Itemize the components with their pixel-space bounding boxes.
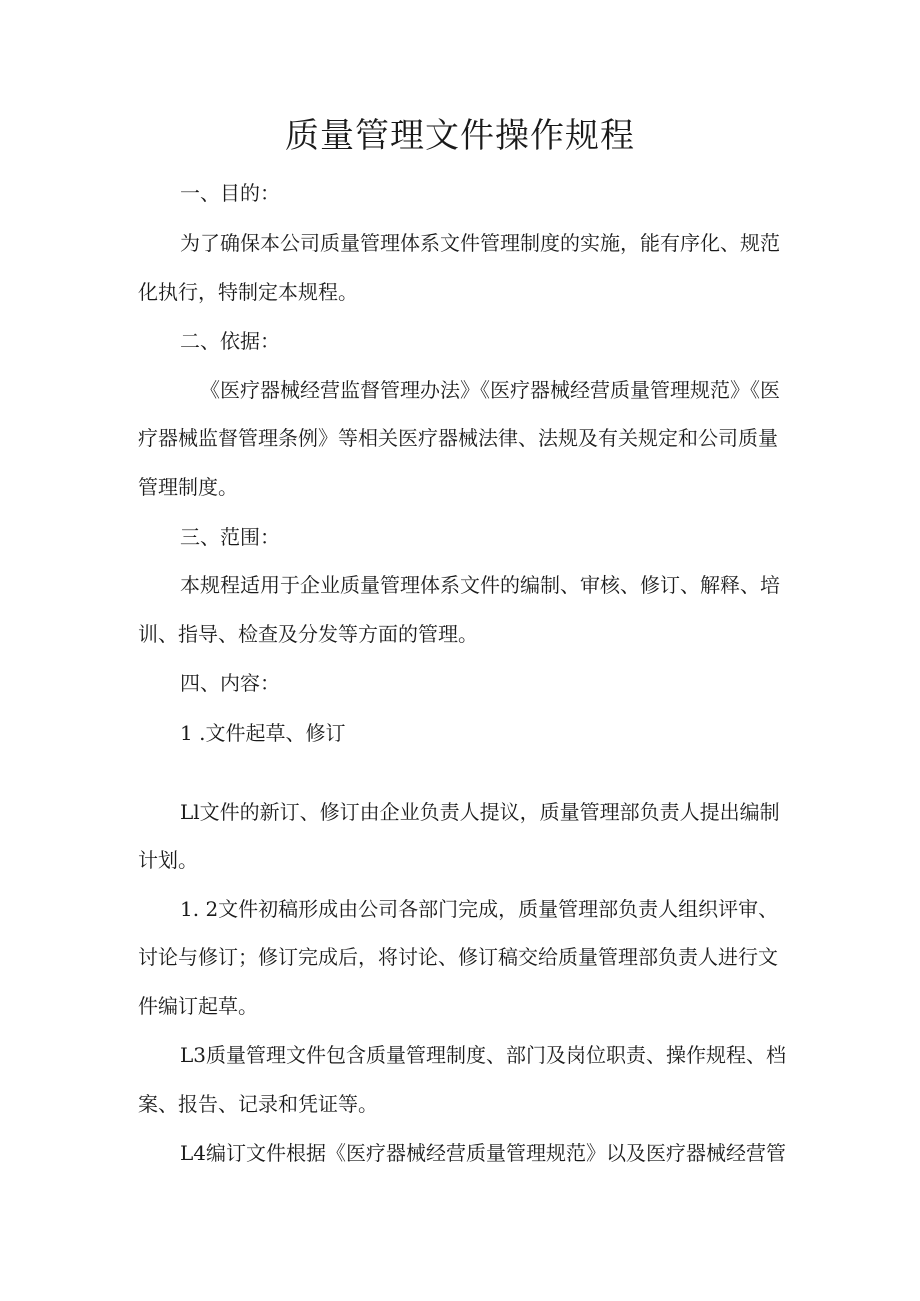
paragraph-line: 件编订起草。: [138, 994, 258, 1018]
paragraph-line: Ll文件的新订、修订由企业负责人提议，质量管理部负责人提出编制: [180, 800, 780, 824]
section-heading-basis: 二、依据：: [180, 329, 280, 353]
section-heading-content: 四、内容：: [180, 671, 280, 695]
section-heading-purpose: 一、目的：: [180, 181, 280, 205]
paragraph-line: 计划。: [138, 848, 198, 872]
paragraph-line: 1. 2文件初稿形成由公司各部门完成，质量管理部负责人组织评审、: [180, 897, 779, 921]
paragraph-line: 本规程适用于企业质量管理体系文件的编制、审核、修订、解释、培: [180, 573, 780, 597]
paragraph-line: 讨论与修订；修订完成后，将讨论、修订稿交给质量管理部负责人进行文: [138, 945, 778, 969]
paragraph-line: L4编订文件根据《医疗器械经营质量管理规范》以及医疗器械经营管: [180, 1141, 787, 1165]
document-title: 质量管理文件操作规程: [285, 116, 635, 156]
paragraph-line: 管理制度。: [138, 475, 238, 499]
paragraph-line: 疗器械监督管理条例》等相关医疗器械法律、法规及有关规定和公司质量: [138, 426, 778, 450]
paragraph-line: 《医疗器械经营监督管理办法》《医疗器械经营质量管理规范》《医: [200, 378, 780, 402]
section-heading-scope: 三、范围：: [180, 525, 280, 549]
paragraph-line: 为了确保本公司质量管理体系文件管理制度的实施，能有序化、规范: [180, 231, 780, 255]
paragraph-line: L3质量管理文件包含质量管理制度、部门及岗位职责、操作规程、档: [180, 1043, 787, 1067]
paragraph-line: 训、指导、检查及分发等方面的管理。: [138, 622, 478, 646]
paragraph-line: 化执行，特制定本规程。: [138, 280, 358, 304]
subsection-heading: 1 .文件起草、修订: [180, 721, 346, 745]
paragraph-line: 案、报告、记录和凭证等。: [138, 1092, 378, 1116]
